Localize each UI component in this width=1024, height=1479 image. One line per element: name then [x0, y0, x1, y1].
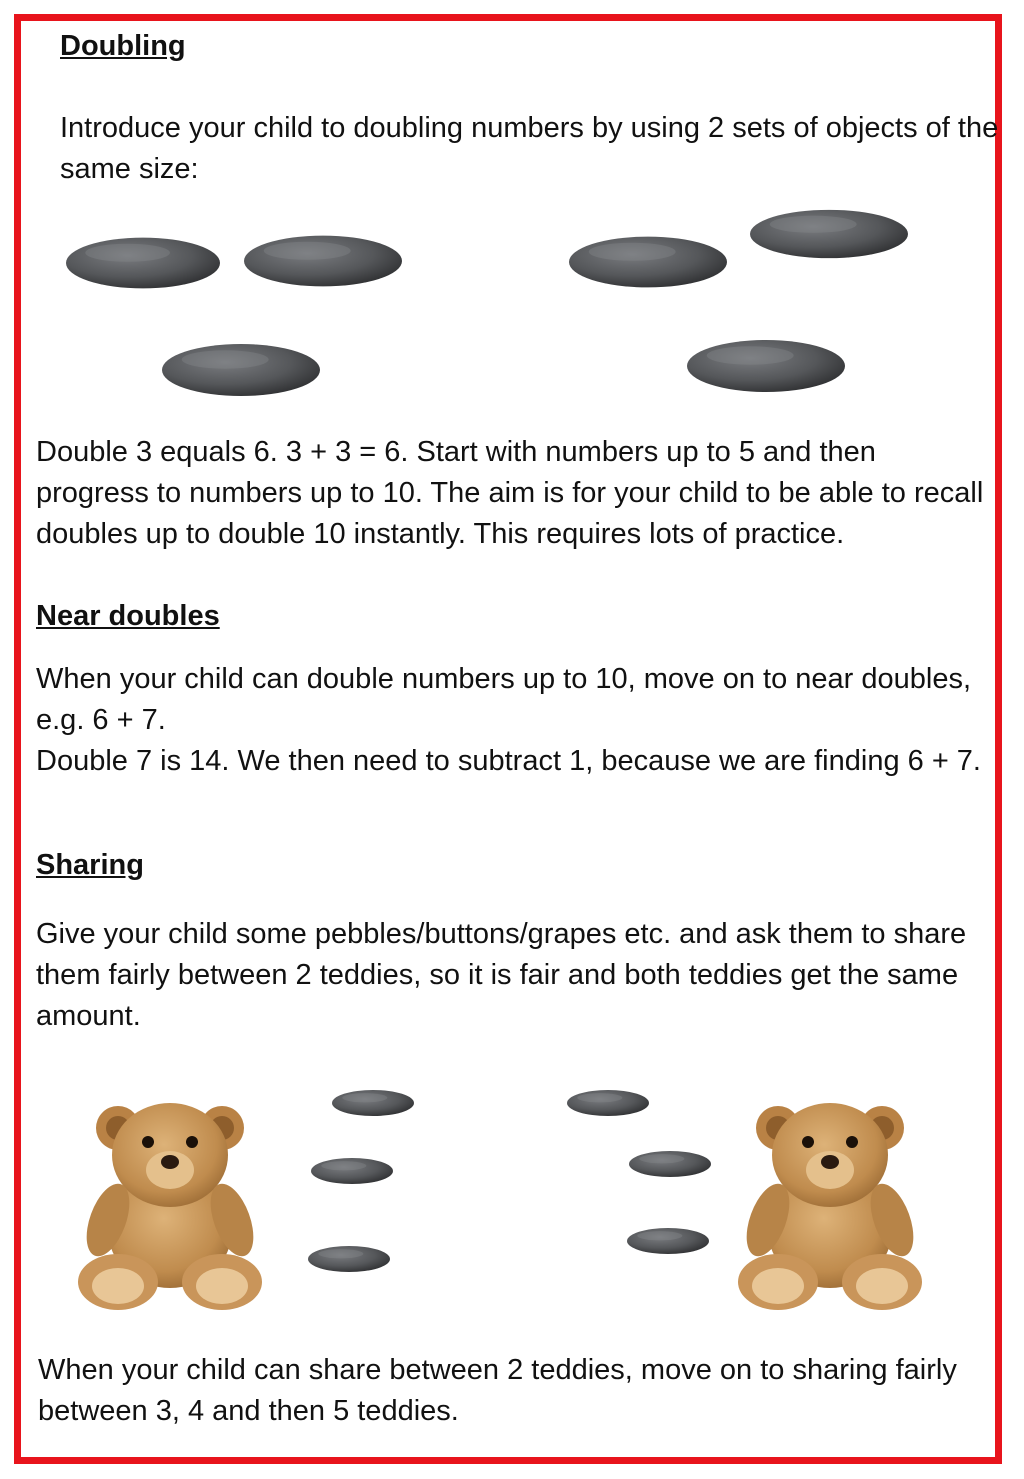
pebble-icon: [332, 1090, 414, 1116]
doubling-heading: Doubling: [60, 30, 186, 62]
near-doubles-para1: When your child can double numbers up to 10, move on to near doubles, e.g. 6 + 7.: [36, 663, 972, 736]
pebble-icon: [567, 1090, 649, 1116]
near-doubles-para2: Double 7 is 14. We then need to subtract 1, because we are finding 6 + 7.: [36, 745, 981, 777]
sharing-heading: Sharing: [36, 849, 144, 881]
doubling-intro: Introduce your child to doubling numbers by using 2 sets of objects of the same size:: [60, 112, 999, 185]
teddy-bear-icon: [78, 1103, 262, 1310]
pebble-icon: [687, 340, 845, 392]
pebble-icon: [569, 237, 727, 288]
doubling-explanation: Double 3 equals 6. 3 + 3 = 6. Start with numbers up to 5 and then progress to numbers up to 10. The aim is for your child to be able to recall doubles up to double 10 instantly. This requires lots of practice.: [36, 436, 984, 550]
doubling-pebbles-image: [40, 190, 940, 430]
pebble-icon: [629, 1151, 711, 1177]
sharing-para2: When your child can share between 2 teddies, move on to sharing fairly between 3, 4 and then 5 teddies.: [38, 1354, 957, 1427]
pebble-icon: [750, 210, 908, 258]
pebble-icon: [308, 1246, 390, 1272]
sharing-image: [40, 1060, 960, 1320]
pebble-icon: [244, 236, 402, 287]
pebble-icon: [627, 1228, 709, 1254]
pebble-icon: [162, 344, 320, 396]
teddy-bear-icon: [738, 1103, 922, 1310]
pebble-icon: [311, 1158, 393, 1184]
near-doubles-heading: Near doubles: [36, 600, 220, 632]
pebble-icon: [66, 238, 220, 289]
sharing-para1: Give your child some pebbles/buttons/grapes etc. and ask them to share them fairly between 2 teddies, so it is fair and both teddies get the same amount.: [36, 918, 967, 1032]
